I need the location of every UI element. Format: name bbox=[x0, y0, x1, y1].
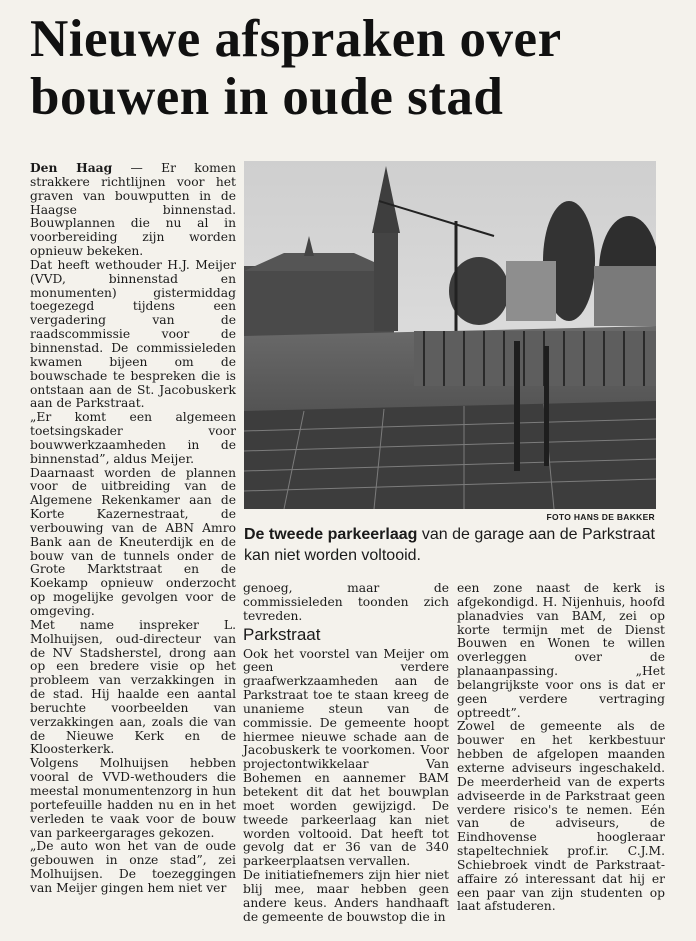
caption-text: van de garage aan de Parkstraat kan niet worden voltooid. bbox=[244, 526, 655, 564]
paragraph-2: Dat heeft wethouder H.J. Meijer (VVD, binnenstad en monumenten) gistermiddag toegezegd tijdens een vergadering van de raadscommissie voor de binnenstad. De commissieleden kwamen bijeen om de bouwschade te bespreken die is ontstaan aan de St. Jacobuskerk aan de Parkstraat. bbox=[30, 257, 236, 411]
column-2 bbox=[243, 582, 449, 924]
paragraph-7: „De auto won het van de oude gebouwen in onze stad”, zei Molhuijsen. De toezeggingen van Meijer gingen hem niet ver bbox=[30, 839, 236, 895]
paragraph-9: Ook het voorstel van Meijer om geen verdere graafwerkzaamheden aan de Parkstraat toe te staan kreeg de unanieme steun van de commissie. De gemeente hoopt hiermee nieuwe schade aan de Jacobuskerk te voorkomen. Voor projectontwikkelaar Van Bohemen en aannemer BAM betekent dit dat het bouwplan moet worden gewijzigd. De tweede parkeerlaag kan niet worden voltooid. Dat heeft tot gevolg dat er 36 van de 340 parkeerplaatsen vervallen. bbox=[243, 646, 449, 869]
subhead: Parkstraat bbox=[243, 624, 321, 644]
headline: Nieuwe afspraken over bouwen in oude stad bbox=[30, 10, 561, 126]
paragraph-1-text: — Er komen strakkere richtlijnen voor het graven van bouwputten in de Haagse binnenstad. Bouwplannen die nu al in voorbereiding zijn worden opnieuw bekeken. bbox=[30, 161, 236, 259]
paragraph-1 bbox=[30, 161, 236, 259]
paragraph-11: een zone naast de kerk is afgekondigd. H. Nijenhuis, hoofd planadvies van BAM, zei op korte termijn met de Dienst Bouwen en Wonen te willen overleggen over de planaanpassing. „Het belangrijkste voor ons is dat er geen verdere vertraging optreedt”. bbox=[457, 581, 665, 720]
photo-caption bbox=[244, 524, 656, 566]
paragraph-6: Volgens Molhuijsen hebben vooral de VVD-wethouders die meestal monumentenzorg in hun portefeuille hadden nu en in het verleden te vaak voor de bouw van parkeergarages gekozen. bbox=[30, 756, 236, 840]
paragraph-8: genoeg, maar de commissieleden toonden zich tevreden. bbox=[243, 581, 449, 623]
paragraph-10: De initiatiefnemers zijn hier niet blij mee, maar hebben geen andere keus. Anders handhaaft de gemeente de bouwstop die in bbox=[243, 868, 449, 924]
dateline: Den Haag bbox=[30, 160, 113, 175]
caption-lead: De tweede parkeerlaag bbox=[244, 526, 418, 543]
construction-site-photo bbox=[244, 161, 656, 509]
photo-credit: FOTO HANS DE BAKKER bbox=[546, 512, 655, 522]
paragraph-3: „Er komt een algemeen toetsingskader voor bouwwerkzaamheden in de binnenstad”, aldus Meijer. bbox=[30, 410, 236, 466]
column-3 bbox=[457, 582, 665, 914]
paragraph-12: Zowel de gemeente als de bouwer en het kerkbestuur hebben de afgelopen maanden externe adviseurs ingeschakeld. De meerderheid van de experts adviseerde in de Parkstraat geen verdere risico's te nemen. Eén van de adviseurs, de Eindhovense hoogleraar stapeltechniek prof.ir. C.J.M. Schiebroek vindt de Parkstraat-affaire zó interessant dat hij er een paar van zijn studenten op laat afstuderen. bbox=[457, 719, 665, 914]
paragraph-4: Daarnaast worden de plannen voor de uitbreiding van de Algemene Rekenkamer aan de Korte Kazernestraat, de verbouwing van de ABN Amro Bank aan de Kneuterdijk en de bouw van de tunnels onder de Grote Marktstraat en de Koekamp opnieuw onderzocht op mogelijke gevolgen voor de omgeving. bbox=[30, 465, 236, 618]
column-1 bbox=[30, 161, 236, 896]
paragraph-5: Met name inspreker L. Molhuijsen, oud-directeur van de NV Stadsherstel, drong aan op een bredere visie op het probleem van verzakkingen in de stad. Hij haalde een aantal beruchte voorbeelden van verzakkingen aan, zoals die van de Nieuwe Kerk en de Kloosterkerk. bbox=[30, 617, 236, 757]
